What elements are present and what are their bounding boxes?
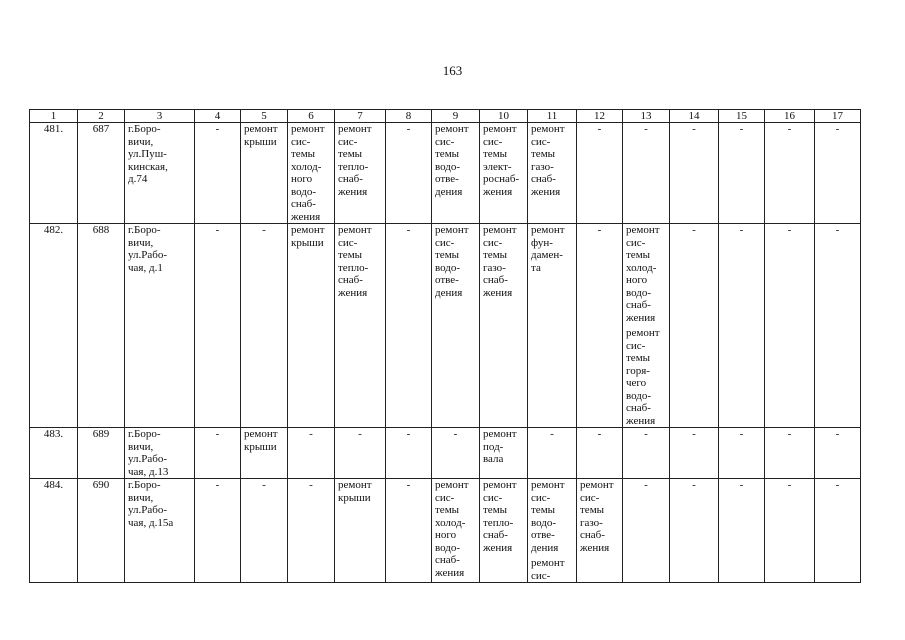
table-cell — [335, 428, 386, 479]
table-cell — [125, 123, 195, 224]
column-header-2: 2 — [78, 110, 125, 123]
column-header-7: 7 — [335, 110, 386, 123]
cell-text: 690 — [92, 479, 110, 491]
cell-text: г.Боро- вичи, ул.Рабо- чая, д.13 — [128, 428, 169, 478]
cell-text: ремонт сис- темы газо- снаб- жения — [483, 224, 517, 299]
cell-text: - — [309, 428, 313, 440]
cell-text: ремонт сис- темы тепло- снаб- жения — [338, 224, 372, 299]
table-cell — [195, 224, 241, 428]
cell-text: 482. — [43, 224, 64, 236]
cell-text: 689 — [92, 428, 110, 440]
table-cell — [623, 428, 670, 479]
table-cell — [480, 479, 528, 583]
cell-text: - — [692, 224, 696, 236]
cell-text: - — [835, 479, 840, 491]
table-cell — [335, 224, 386, 428]
cell-text: 687 — [92, 123, 110, 135]
cell-text: - — [835, 123, 840, 135]
cell-text: - — [739, 428, 744, 440]
column-header-5: 5 — [241, 110, 288, 123]
cell-text: ремонт под- вала — [483, 428, 517, 465]
cell-text: ремонт сис- темы элект- роснаб- жения — [483, 123, 520, 198]
column-header-9: 9 — [432, 110, 480, 123]
table-cell — [528, 224, 577, 428]
table-cell — [195, 123, 241, 224]
table-cell — [815, 428, 861, 479]
table-cell — [480, 224, 528, 428]
table-cell — [30, 224, 78, 428]
table-cell — [30, 479, 78, 583]
table-cell — [432, 123, 480, 224]
table-cell — [386, 428, 432, 479]
repair-table — [29, 109, 861, 583]
table-cell — [432, 479, 480, 583]
cell-text: ремонт сис- темы газо- снаб- жения — [580, 479, 614, 554]
cell-text: - — [597, 123, 602, 135]
table-cell — [432, 428, 480, 479]
table-cell — [623, 224, 670, 428]
column-header-16: 16 — [765, 110, 815, 123]
cell-text: ремонт сис- темы водо- отве- дения — [435, 123, 469, 198]
cell-text: - — [358, 428, 362, 440]
table-cell — [288, 224, 335, 428]
column-header-1: 1 — [30, 110, 78, 123]
table-cell — [528, 428, 577, 479]
cell-text: г.Боро- вичи, ул.Рабо- чая, д.15а — [128, 479, 174, 529]
table-cell — [30, 428, 78, 479]
cell-text: - — [835, 224, 840, 236]
table-cell — [195, 428, 241, 479]
cell-text: - — [597, 224, 602, 236]
cell-text: - — [550, 428, 554, 440]
table-cell — [386, 123, 432, 224]
cell-text: 481. — [43, 123, 64, 135]
cell-text: ремонт сис- темы водо- отве- дения — [435, 224, 469, 299]
cell-text: - — [644, 123, 648, 135]
cell-text: - — [787, 479, 792, 491]
column-header-14: 14 — [670, 110, 719, 123]
cell-text: - — [215, 123, 220, 135]
table-cell — [577, 224, 623, 428]
cell-text: 484. — [43, 479, 64, 491]
column-header-6: 6 — [288, 110, 335, 123]
column-header-10: 10 — [480, 110, 528, 123]
cell-text: - — [739, 224, 744, 236]
table-cell — [241, 123, 288, 224]
column-header-11: 11 — [528, 110, 577, 123]
table-cell — [30, 123, 78, 224]
table-cell — [528, 479, 577, 583]
page-number: 163 — [442, 63, 463, 78]
cell-text: - — [597, 428, 602, 440]
cell-text: ремонт сис- темы холод- ного водо- снаб- жения — [435, 479, 469, 579]
cell-text: - — [692, 428, 696, 440]
cell-text: ремонт сис- темы газо- снаб- жения — [531, 123, 565, 198]
cell-text: ремонт сис- темы тепло- снаб- жения — [338, 123, 372, 198]
table-cell — [765, 123, 815, 224]
header-row — [30, 110, 861, 123]
table-cell — [78, 479, 125, 583]
table-cell — [125, 479, 195, 583]
cell-text: ремонт крыши — [338, 479, 372, 504]
cell-text: - — [215, 224, 220, 236]
table-cell — [765, 224, 815, 428]
table-cell — [125, 428, 195, 479]
table-cell — [528, 123, 577, 224]
table-cell — [78, 224, 125, 428]
cell-text: г.Боро- вичи, ул.Пуш- кинская, д.74 — [128, 123, 168, 185]
cell-text: г.Боро- вичи, ул.Рабо- чая, д.1 — [128, 224, 168, 274]
table-cell — [386, 224, 432, 428]
cell-text: - — [262, 224, 266, 236]
table-cell — [241, 428, 288, 479]
table-cell — [623, 479, 670, 583]
table-cell — [335, 479, 386, 583]
cell-text: 688 — [92, 224, 110, 236]
table-cell — [480, 123, 528, 224]
cell-text: ремонт крыши — [244, 123, 278, 148]
table-cell — [432, 224, 480, 428]
cell-text: - — [644, 479, 648, 491]
cell-text: - — [215, 479, 220, 491]
table-cell — [765, 428, 815, 479]
table-cell — [195, 479, 241, 583]
table-cell — [815, 123, 861, 224]
table-cell — [670, 224, 719, 428]
cell-text: - — [692, 479, 696, 491]
table-cell — [480, 428, 528, 479]
cell-text: ремонт сис- темы тепло- снаб- жения — [483, 479, 517, 554]
column-header-15: 15 — [719, 110, 765, 123]
cell-text: - — [309, 479, 313, 491]
table-cell — [577, 123, 623, 224]
cell-text: - — [406, 428, 411, 440]
cell-text: ремонт сис- темы холод- ного водо- снаб- жения — [626, 224, 660, 324]
table-row — [30, 428, 861, 479]
column-header-17: 17 — [815, 110, 861, 123]
table-cell — [288, 123, 335, 224]
table-cell — [670, 123, 719, 224]
cell-text: - — [406, 123, 411, 135]
column-header-13: 13 — [623, 110, 670, 123]
cell-text: - — [739, 123, 744, 135]
cell-text: - — [835, 428, 840, 440]
cell-text: - — [262, 479, 266, 491]
column-header-3: 3 — [125, 110, 195, 123]
cell-text: - — [406, 224, 411, 236]
table-row — [30, 479, 861, 583]
table-cell — [78, 428, 125, 479]
table-cell — [288, 428, 335, 479]
table-cell — [241, 224, 288, 428]
table-cell — [670, 428, 719, 479]
cell-text: ремонт сис- темы холод- ного водо- снаб- жения — [291, 123, 325, 223]
cell-text: ремонт фун- дамен- та — [531, 224, 565, 274]
table-cell — [386, 479, 432, 583]
cell-text: - — [787, 428, 792, 440]
table-cell — [623, 123, 670, 224]
cell-text: - — [406, 479, 411, 491]
table-cell — [719, 428, 765, 479]
table-row — [30, 224, 861, 428]
cell-text: - — [787, 224, 792, 236]
table-cell — [577, 479, 623, 583]
table-cell — [815, 479, 861, 583]
column-header-4: 4 — [195, 110, 241, 123]
table-cell — [815, 224, 861, 428]
cell-text: ремонт сис- темы водо- отве- дения — [531, 479, 565, 554]
table-cell — [288, 479, 335, 583]
column-header-8: 8 — [386, 110, 432, 123]
cell-text: ремонт крыши — [291, 224, 325, 249]
cell-text: ремонт сис- — [531, 557, 565, 582]
table-cell — [765, 479, 815, 583]
table-cell — [125, 224, 195, 428]
cell-text: - — [787, 123, 792, 135]
table-row — [30, 123, 861, 224]
table-cell — [577, 428, 623, 479]
cell-text: - — [215, 428, 220, 440]
cell-text: ремонт сис- темы горя- чего водо- снаб- жения — [626, 327, 660, 427]
cell-text: - — [644, 428, 648, 440]
column-header-12: 12 — [577, 110, 623, 123]
cell-text: ремонт крыши — [244, 428, 278, 453]
table-cell — [719, 123, 765, 224]
table-cell — [719, 224, 765, 428]
cell-text: - — [692, 123, 696, 135]
cell-text: - — [453, 428, 458, 440]
table-cell — [719, 479, 765, 583]
table-cell — [335, 123, 386, 224]
table-cell — [670, 479, 719, 583]
cell-text: - — [739, 479, 744, 491]
table-cell — [241, 479, 288, 583]
cell-text: 483. — [43, 428, 64, 440]
table-cell — [78, 123, 125, 224]
